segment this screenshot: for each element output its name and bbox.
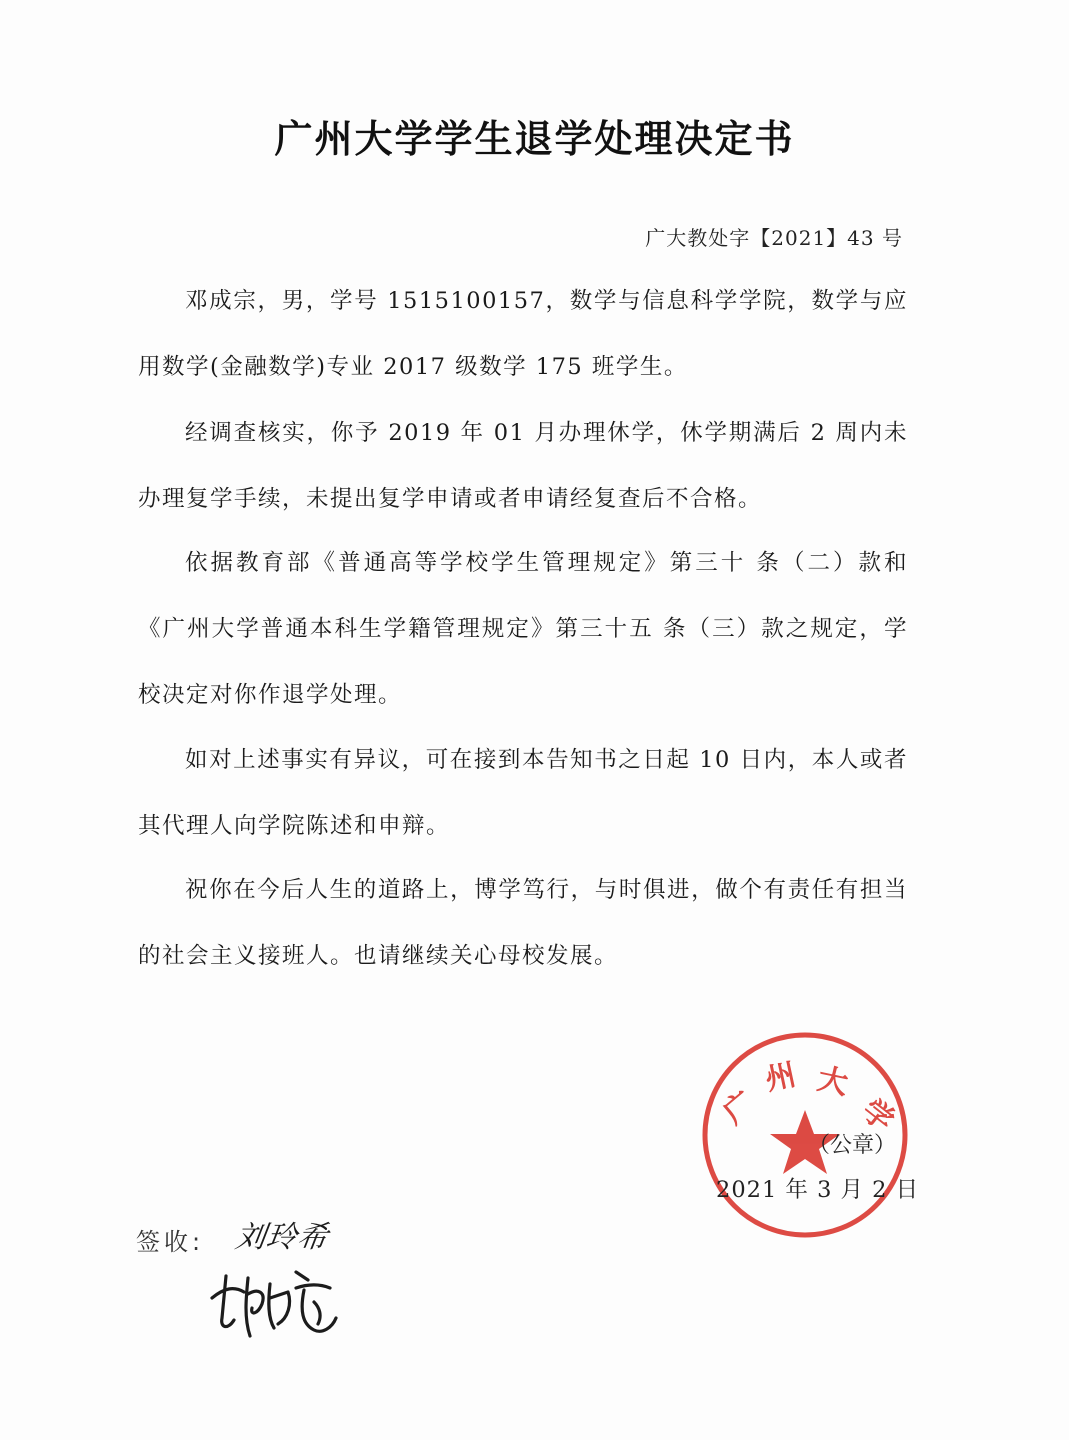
document-title: 广州大学学生退学处理决定书	[274, 117, 795, 161]
paragraph-closing: 祝你在今后人生的道路上，博学笃行，与时俱进，做个有责任有担当的社会主义接班人。也请继续关心母校发展。	[138, 877, 908, 969]
paragraph-findings: 经调查核实，你予 2019 年 01 月办理休学，休学期满后 2 周内未办理复学手续，未提出复学申请或者申请经复查后不合格。	[138, 420, 908, 512]
seal-label: （公章）	[808, 1133, 897, 1158]
svg-text:学: 学	[855, 1092, 901, 1139]
signature-label: 签收:	[136, 1228, 205, 1256]
signature-name: 刘玲希	[233, 1220, 331, 1255]
paragraph-appeal: 如对上述事实有异议，可在接到本告知书之日起 10 日内，本人或者其代理人向学院陈述和申辩。	[138, 747, 908, 839]
paragraph-decision: 依据教育部《普通高等学校学生管理规定》第三十 条（二）款和《广州大学普通本科生学籍管理规定》第三十五 条（三）款之规定，学校决定对你作退学处理。	[138, 550, 908, 708]
svg-text:广: 广	[716, 1085, 763, 1132]
svg-text:州: 州	[762, 1057, 800, 1098]
handwritten-signature	[204, 1258, 344, 1348]
paragraph-student-info: 邓成宗，男，学号 1515100157，数学与信息科学学院，数学与应用数学(金融数学)专业 2017 级数学 175 班学生。	[138, 288, 908, 380]
issue-date: 2021 年 3 月 2 日	[716, 1177, 920, 1203]
document-number: 广大教处字【2021】43 号	[645, 226, 903, 250]
svg-text:大: 大	[814, 1061, 851, 1103]
